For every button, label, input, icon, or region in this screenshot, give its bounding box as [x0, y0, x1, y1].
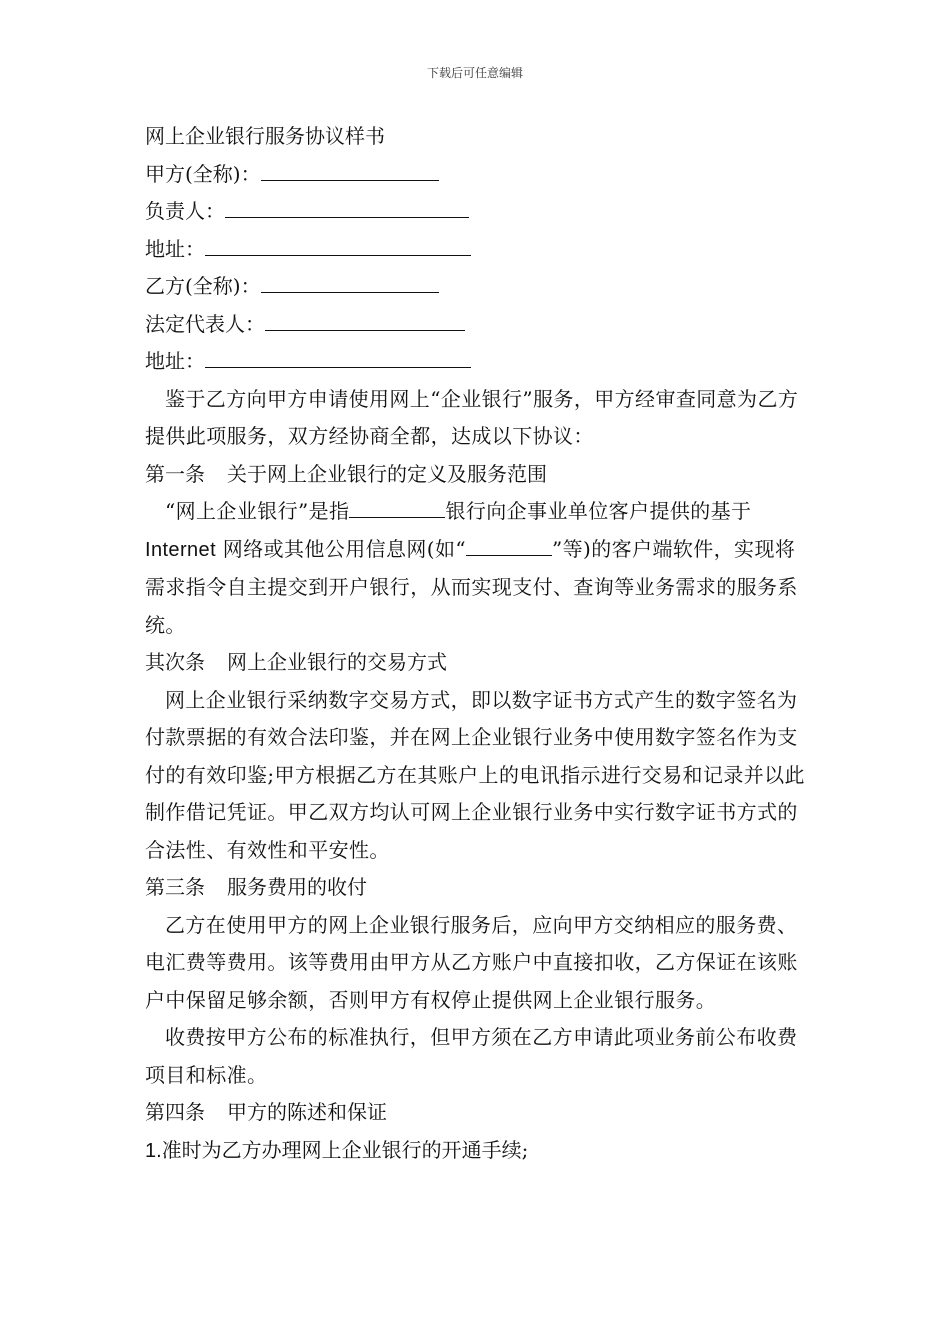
article-4-title: 甲方的陈述和保证 [227, 1100, 387, 1124]
intro-paragraph: 鉴于乙方向甲方申请使用网上“企业银行”服务，甲方经审查同意为乙方提供此项服务，双方经协商全都，达成以下协议： [145, 386, 799, 448]
party-a-name-label: 甲方(全称)： [145, 161, 261, 186]
party-b-address-field [145, 343, 815, 381]
article-4-heading [145, 1094, 815, 1132]
article-3-number: 第三条 [145, 875, 205, 899]
article-4-item-1 [145, 1132, 815, 1171]
article-3-title: 服务费用的收付 [227, 875, 367, 899]
party-a-leader-blank [225, 197, 469, 218]
article-1-text-part4: ”等)的客户端软件，实现将需求指令自主提交到开户银行，从而实现支付、查询等业务需求的服务系统。 [145, 536, 798, 637]
article-3-paragraph-1: 乙方在使用甲方的网上企业银行服务后，应向甲方交纳相应的服务费、电汇费等费用。该等费用由甲方从乙方账户中直接扣收，乙方保证在该账户中保留足够余额，否则甲方有权停止提供网上企业银行服务。 [145, 912, 798, 1012]
article-1-paragraph [145, 493, 815, 644]
party-a-leader-field [145, 193, 815, 231]
party-a-leader-label: 负责人： [145, 199, 225, 223]
party-b-name-blank [261, 272, 439, 293]
party-b-name-label: 乙方(全称)： [145, 274, 261, 298]
party-b-name-field [145, 268, 815, 306]
party-b-rep-blank [265, 310, 465, 331]
article-4-number: 第四条 [145, 1100, 205, 1124]
party-a-address-field [145, 231, 815, 269]
agreement-document [145, 118, 815, 1170]
network-name-blank [466, 535, 552, 556]
party-a-name-blank [261, 160, 439, 181]
article-2-paragraph: 网上企业银行采纳数字交易方式，即以数字证书方式产生的数字签名为付款票据的有效合法印鉴，并在网上企业银行业务中使用数字签名作为支付的有效印鉴;甲方根据乙方在其账户上的电讯指示进行交易和记录并以此制作借记凭证。甲乙双方均认可网上企业银行业务中实行数字证书方式的合法性、有效性和平安性。 [145, 687, 805, 862]
article-1-text-part3: 网络或其他公用信息网(如“ [216, 536, 467, 561]
article-2-title: 网上企业银行的交易方式 [227, 650, 447, 674]
article-4-item-1-text: 准时为乙方办理网上企业银行的开通手续; [161, 1137, 529, 1162]
party-b-address-label: 地址： [145, 349, 205, 373]
article-2-heading [145, 644, 815, 682]
party-a-address-label: 地址： [145, 236, 205, 261]
article-1-heading [145, 456, 815, 494]
article-1-text-part2: 银行向企事业单位客户提供的基于 [445, 499, 752, 523]
article-1-title: 关于网上企业银行的定义及服务范围 [227, 461, 547, 486]
bank-name-blank [349, 497, 445, 518]
document-title: 网上企业银行服务协议样书 [145, 124, 385, 148]
party-b-rep-label: 法定代表人： [145, 311, 265, 336]
article-4-item-1-number: 1. [145, 1139, 162, 1162]
party-b-rep-field [145, 306, 815, 344]
article-1-text-part1: “网上企业银行”是指 [165, 499, 350, 523]
party-b-address-blank [205, 347, 471, 368]
page-header-note: 下载后可任意编辑 [426, 66, 523, 80]
article-2-number: 其次条 [145, 650, 205, 674]
party-a-address-blank [205, 235, 471, 256]
party-a-name-field [145, 156, 815, 194]
article-1-internet: Internet [145, 538, 217, 561]
article-3-paragraph-2: 收费按甲方公布的标准执行，但甲方须在乙方申请此项业务前公布收费项目和标准。 [145, 1025, 798, 1087]
article-3-heading [145, 869, 815, 907]
article-1-number: 第一条 [145, 461, 205, 486]
